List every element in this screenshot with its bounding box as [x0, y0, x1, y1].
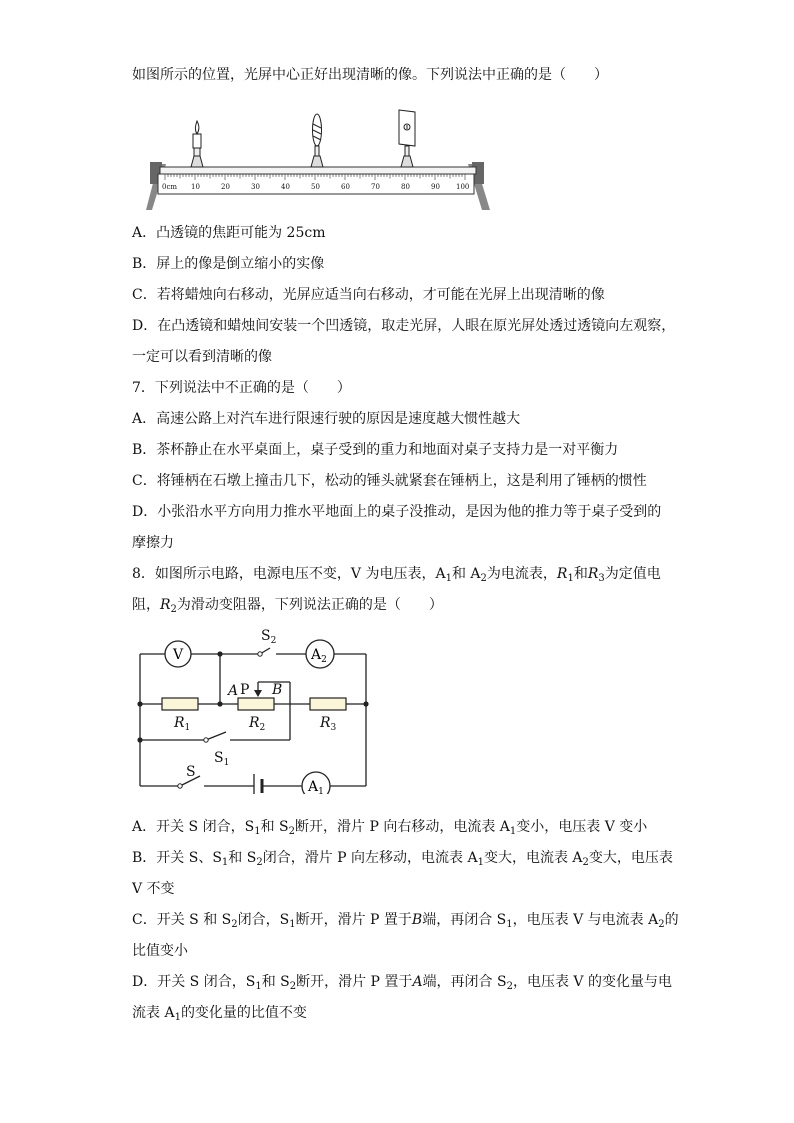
optical-bench-figure	[144, 108, 496, 214]
svg-text:V: V	[173, 647, 184, 663]
light-screen	[399, 110, 415, 167]
q7-option-d-cont: 摩擦力	[132, 535, 174, 551]
q8-option-d-cont: 流表 $A_1$的变化量的比值不变	[132, 1005, 307, 1023]
s2-label: $S_2$	[261, 628, 277, 646]
q8-option-a[interactable]: A．开关 S 闭合，$S_1$和 $S_2$断开，滑片 P 向右移动，电流表 $A_1$变小，电压表 V 变小	[132, 819, 648, 837]
q6-stem: 如图所示的位置，光屏中心正好出现清晰的像。下列说法中正确的是（ ）	[132, 67, 608, 83]
tick-label: 80	[401, 183, 410, 191]
tick-label: 30	[251, 183, 260, 191]
q7-option-a[interactable]: A．高速公路上对汽车进行限速行驶的原因是速度越大惯性越大	[132, 411, 521, 427]
junction-dot	[217, 701, 222, 706]
tick-label: 60	[341, 183, 350, 191]
bench-rail	[160, 167, 476, 174]
r3-label: $R_3$	[320, 715, 337, 733]
q7-stem: 7．下列说法中不正确的是（ ）	[132, 380, 351, 396]
slider-p-label: P	[240, 682, 250, 698]
q6-option-b[interactable]: B．屏上的像是倒立缩小的实像	[132, 256, 325, 272]
q6-option-d-cont: 一定可以看到清晰的像	[132, 349, 272, 365]
q7-option-d[interactable]: D．小张沿水平方向用力推水平地面上的桌子没推动，是因为他的推力等于桌子受到的	[132, 504, 662, 520]
q7-option-c[interactable]: C．将锤柄在石墩上撞击几下，松动的锤头就紧套在锤柄上，这是利用了锤柄的惯性	[132, 473, 647, 489]
junction-dot	[363, 701, 368, 706]
s-contact	[178, 784, 182, 788]
tick-label: 90	[431, 183, 440, 191]
r1-label: $R_1$	[174, 715, 191, 733]
q7-option-b[interactable]: B．茶杯静止在水平桌面上，桌子受到的重力和地面对桌子支持力是一对平衡力	[132, 442, 619, 458]
q6-option-a[interactable]: A．凸透镜的焦距可能为 25cm	[132, 225, 326, 241]
s2-contact	[258, 652, 262, 656]
candle	[191, 121, 203, 167]
tick-label: 10	[191, 183, 200, 191]
a1-label: $A_1$	[308, 779, 324, 794]
convex-lens	[311, 114, 323, 167]
q6-option-c[interactable]: C．若将蜡烛向右移动，光屏应适当向右移动，才可能在光屏上出现清晰的像	[132, 287, 605, 303]
tick-label: 100	[456, 183, 470, 191]
junction-dot	[217, 651, 222, 656]
q6-option-d[interactable]: D．在凸透镜和蜡烛间安装一个凹透镜，取走光屏，人眼在原光屏处透过透镜向左观察，	[132, 318, 676, 334]
tick-label: 70	[371, 183, 380, 191]
q8-option-b-cont: V 不变	[132, 881, 175, 897]
q8-option-c-cont: 比值变小	[132, 943, 188, 959]
a2-label: $A_2$	[311, 647, 327, 665]
q8-option-c[interactable]: C．开关 S 和 $S_2$闭合，$S_1$断开，滑片 P 置于B端，再闭合 $S_1$，电压表 V 与电流表 $A_2$的	[132, 912, 679, 930]
tick-label: 50	[311, 183, 320, 191]
junction-dot	[137, 701, 142, 706]
q8-option-d[interactable]: D．开关 S 闭合，$S_1$和 $S_2$断开，滑片 P 置于A端，再闭合 $S_2$，电压表 V 的变化量与电	[132, 974, 672, 992]
junction-dot	[137, 737, 142, 742]
s1-label: $S_1$	[214, 750, 230, 768]
tick-label: 20	[221, 183, 230, 191]
s-label: S	[186, 764, 196, 780]
s1-blade	[206, 732, 226, 740]
resistor-r1	[162, 698, 198, 710]
slider-arrow-icon	[254, 690, 262, 697]
end-b-label: B	[272, 682, 283, 698]
end-a-label: A	[228, 683, 239, 699]
r2-label: $R_2$	[249, 715, 266, 733]
s1-contact	[204, 738, 208, 742]
circuit-diagram	[130, 624, 380, 794]
rheostat-r2	[238, 698, 274, 710]
resistor-r3	[310, 698, 346, 710]
q8-stem-line2: 阻，$R_2$为滑动变阻器，下列说法正确的是（ ）	[132, 597, 443, 615]
q8-option-b[interactable]: B．开关 S、$S_1$和 $S_2$闭合，滑片 P 向左移动，电流表 $A_1$变大，电流表 $A_2$变大，电压表	[132, 850, 673, 868]
scale-unit-label: 0cm	[162, 183, 178, 191]
q8-stem-line1: 8．如图所示电路，电源电压不变，V 为电压表，$A_1$和 $A_2$为电流表，$R_1$和$R_3$为定值电	[132, 566, 661, 584]
tick-label: 40	[281, 183, 290, 191]
